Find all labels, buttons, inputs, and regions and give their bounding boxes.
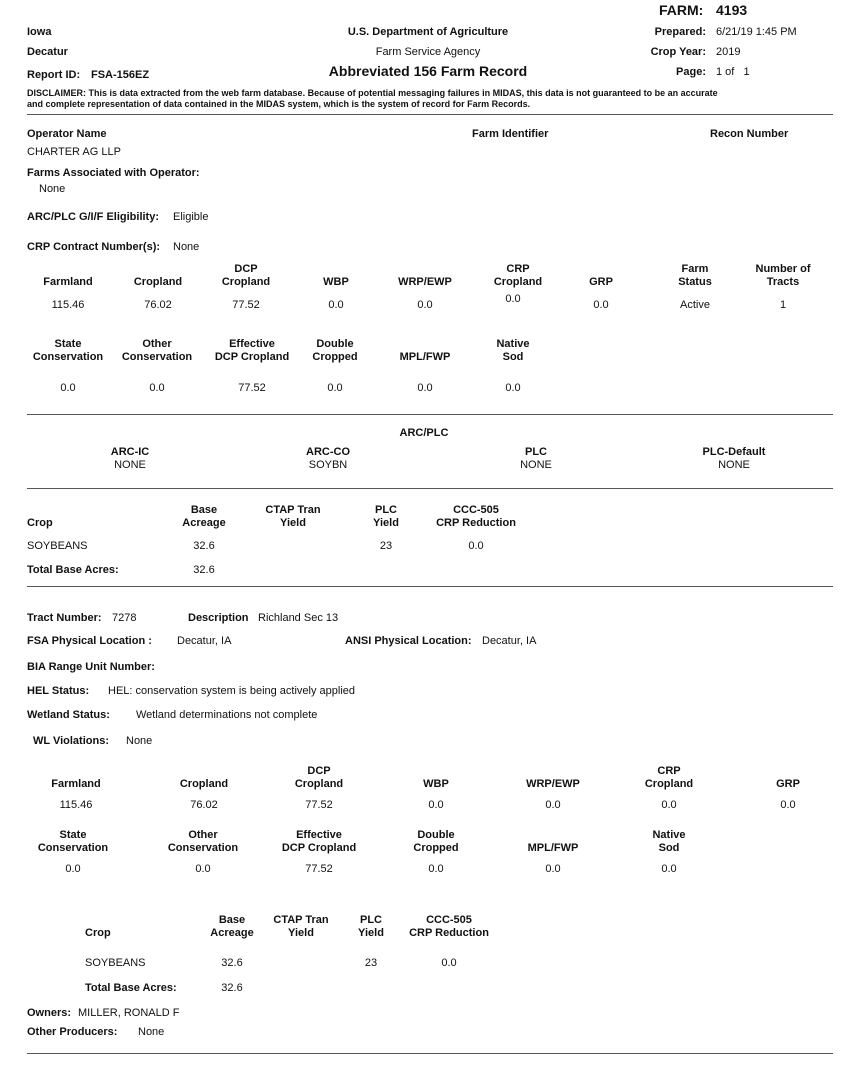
tract-number: 7278 xyxy=(112,612,137,624)
total-base-acres-value: 32.6 xyxy=(193,564,215,576)
disclaimer-line-1: DISCLAIMER: This is data extracted from the web farm database. Because of potential messaging failures in MIDAS, this data is not guaranteed to be an accurate xyxy=(27,88,718,98)
crop-header: PLC xyxy=(375,504,397,516)
arcplc-value: NONE xyxy=(114,459,146,471)
fsa-location-label: FSA Physical Location : xyxy=(27,635,152,647)
crop-cell: 0.0 xyxy=(468,540,484,552)
arcplc-value: SOYBN xyxy=(308,459,348,471)
recon-number-label: Recon Number xyxy=(710,128,789,140)
description-label: Description xyxy=(188,612,249,624)
crop-cell: SOYBEANS xyxy=(27,540,88,552)
total-base-acres-label: Total Base Acres: xyxy=(27,564,119,576)
col-header: CRP xyxy=(657,765,681,777)
state: Iowa xyxy=(27,26,52,38)
col-header: Conservation xyxy=(121,351,193,363)
col-header: MPL/FWP xyxy=(527,842,579,854)
crop-cell: 32.6 xyxy=(221,957,243,969)
col-header: State xyxy=(54,338,82,350)
crop-header: CRP Reduction xyxy=(409,927,489,939)
col-header: WRP/EWP xyxy=(526,778,580,790)
crop-header: Base xyxy=(218,914,246,926)
crop-cell: 23 xyxy=(364,957,378,969)
farms-associated-label: Farms Associated with Operator: xyxy=(27,167,200,179)
farm-number: 4193 xyxy=(716,2,748,18)
cell-value: 0.0 xyxy=(545,863,561,875)
col-header: Sod xyxy=(658,842,680,854)
col-header: Conservation xyxy=(32,351,104,363)
col-header: Cropland xyxy=(493,276,543,288)
cell-value: 0.0 xyxy=(417,299,433,311)
cell-value: 0.0 xyxy=(195,863,211,875)
wetland-status-label: Wetland Status: xyxy=(27,709,110,721)
description-value: Richland Sec 13 xyxy=(258,612,339,624)
col-header: Farmland xyxy=(43,276,93,288)
col-header: Double xyxy=(417,829,455,841)
farm-label: FARM: xyxy=(659,2,704,18)
col-header: DCP xyxy=(307,765,331,777)
col-header: Other xyxy=(188,829,218,841)
crop-header: CCC-505 xyxy=(426,914,472,926)
ansi-location-label: ANSI Physical Location: xyxy=(345,635,472,647)
page-number: 1 of 1 xyxy=(716,66,750,78)
wetland-status-value: Wetland determinations not complete xyxy=(136,709,318,721)
crop-header: Yield xyxy=(373,517,399,529)
col-header: Conservation xyxy=(37,842,109,854)
cell-value: 115.46 xyxy=(59,799,93,811)
arcplc-eligibility-label: ARC/PLC G/I/F Eligibility: xyxy=(27,211,159,223)
col-header: Cropland xyxy=(294,778,344,790)
bia-range-label: BIA Range Unit Number: xyxy=(27,661,155,673)
col-header: Cropland xyxy=(179,778,229,790)
col-header: Cropland xyxy=(133,276,183,288)
crop-header: CTAP Tran xyxy=(265,504,321,516)
cell-value: 0.0 xyxy=(593,299,609,311)
crop-header: Base xyxy=(190,504,218,516)
col-header: CRP xyxy=(506,263,530,275)
cell-value: 0.0 xyxy=(328,299,344,311)
col-header: Status xyxy=(678,276,712,288)
col-header: Effective xyxy=(229,338,275,350)
col-header: DCP Cropland xyxy=(214,351,290,363)
crop-header: CRP Reduction xyxy=(436,517,516,529)
operator-name: CHARTER AG LLP xyxy=(27,146,121,158)
col-header: Conservation xyxy=(167,842,239,854)
cell-value: 0.0 xyxy=(545,799,561,811)
county: Decatur xyxy=(27,46,68,58)
cell-value: 0.0 xyxy=(65,863,81,875)
crop-header: Acreage xyxy=(182,517,226,529)
col-header: Cropland xyxy=(644,778,694,790)
cell-value: 0.0 xyxy=(661,863,677,875)
col-header: DCP Cropland xyxy=(281,842,357,854)
col-header: Cropland xyxy=(221,276,271,288)
tract-number-label: Tract Number: xyxy=(27,612,102,624)
wl-violations-value: None xyxy=(126,735,153,747)
col-header: WRP/EWP xyxy=(398,276,452,288)
crop-year-label: Crop Year: xyxy=(650,46,706,58)
crop-header: Yield xyxy=(280,517,306,529)
col-header: WBP xyxy=(423,778,449,790)
col-header: Farmland xyxy=(51,778,101,790)
cell-value: 0.0 xyxy=(327,382,343,394)
col-header: DCP xyxy=(234,263,258,275)
cell-value: 77.52 xyxy=(305,799,333,811)
cell-value: 0.0 xyxy=(661,799,677,811)
arcplc-value: NONE xyxy=(718,459,750,471)
col-header: Other xyxy=(142,338,172,350)
crop-header: PLC xyxy=(360,914,382,926)
prepared-value: 6/21/19 1:45 PM xyxy=(716,26,797,38)
agency: Farm Service Agency xyxy=(375,46,481,58)
cell-value: Active xyxy=(680,299,710,311)
crop-cell: 23 xyxy=(379,540,393,552)
crop-header: CCC-505 xyxy=(453,504,499,516)
owners-value: MILLER, RONALD F xyxy=(78,1007,180,1019)
col-header: GRP xyxy=(776,778,800,790)
crop-cell: 0.0 xyxy=(441,957,457,969)
arcplc-label: ARC-CO xyxy=(306,446,350,458)
operator-name-label: Operator Name xyxy=(27,128,107,140)
page-label: Page: xyxy=(676,66,706,78)
disclaimer-line-2: and complete representation of data contained in the MIDAS system, which is the system of record for Farm Records. xyxy=(27,99,531,109)
col-header: Cropped xyxy=(312,351,358,363)
page-title: Abbreviated 156 Farm Record xyxy=(328,63,528,79)
farm-identifier-label: Farm Identifier xyxy=(472,128,549,140)
report-id: FSA-156EZ xyxy=(91,69,150,81)
col-header: WBP xyxy=(323,276,349,288)
cell-value: 77.52 xyxy=(238,382,266,394)
cell-value: 0.0 xyxy=(428,799,444,811)
cell-value: 115.46 xyxy=(51,299,85,311)
col-header: GRP xyxy=(589,276,613,288)
crop-header: Crop xyxy=(27,517,53,529)
cell-value: 0.0 xyxy=(428,863,444,875)
crop-header: Yield xyxy=(358,927,384,939)
crp-contract-label: CRP Contract Number(s): xyxy=(27,241,161,253)
cell-value: 0.0 xyxy=(505,293,521,305)
farms-associated-value: None xyxy=(39,183,66,195)
prepared-label: Prepared: xyxy=(654,26,706,38)
crop-year-value: 2019 xyxy=(716,46,741,58)
wl-violations-label: WL Violations: xyxy=(33,735,109,747)
col-header: State xyxy=(59,829,87,841)
col-header: Cropped xyxy=(413,842,459,854)
cell-value: 76.02 xyxy=(190,799,218,811)
crop-cell: SOYBEANS xyxy=(85,957,146,969)
divider xyxy=(27,488,833,489)
arcplc-title: ARC/PLC xyxy=(399,427,449,439)
crop-cell: 32.6 xyxy=(193,540,215,552)
other-producers-value: None xyxy=(138,1026,165,1038)
hel-status-label: HEL Status: xyxy=(27,685,90,697)
col-header: Native xyxy=(652,829,686,841)
col-header: Tracts xyxy=(766,276,800,288)
col-header: MPL/FWP xyxy=(399,351,451,363)
owners-label: Owners: xyxy=(27,1007,72,1019)
col-header: Farm xyxy=(681,263,709,275)
crop-header: Yield xyxy=(288,927,314,939)
cell-value: 76.02 xyxy=(144,299,172,311)
divider xyxy=(27,114,833,115)
crp-contract-value: None xyxy=(173,241,200,253)
arcplc-value: NONE xyxy=(520,459,552,471)
other-producers-label: Other Producers: xyxy=(27,1026,118,1038)
fsa-location-value: Decatur, IA xyxy=(177,635,232,647)
cell-value: 0.0 xyxy=(505,382,521,394)
cell-value: 0.0 xyxy=(780,799,796,811)
cell-value: 0.0 xyxy=(60,382,76,394)
col-header: Native xyxy=(496,338,530,350)
arcplc-label: ARC-IC xyxy=(110,446,150,458)
crop-header: Crop xyxy=(85,927,111,939)
col-header: Double xyxy=(316,338,354,350)
divider xyxy=(27,1053,833,1054)
crop-header: CTAP Tran xyxy=(273,914,329,926)
hel-status-value: HEL: conservation system is being actively applied xyxy=(108,685,356,697)
col-header: Number of xyxy=(755,263,811,275)
cell-value: 77.52 xyxy=(232,299,260,311)
total-base-acres-label: Total Base Acres: xyxy=(85,982,177,994)
arcplc-label: PLC xyxy=(525,446,547,458)
cell-value: 77.52 xyxy=(305,863,333,875)
ansi-location-value: Decatur, IA xyxy=(482,635,537,647)
arcplc-eligibility-value: Eligible xyxy=(173,211,209,223)
divider xyxy=(27,414,833,415)
cell-value: 0.0 xyxy=(149,382,165,394)
department: U.S. Department of Agriculture xyxy=(347,26,509,38)
cell-value: 1 xyxy=(779,299,787,311)
divider xyxy=(27,586,833,587)
col-header: Sod xyxy=(502,351,524,363)
report-id-label: Report ID: xyxy=(27,69,81,81)
col-header: Effective xyxy=(296,829,342,841)
arcplc-label: PLC-Default xyxy=(702,446,766,458)
cell-value: 0.0 xyxy=(417,382,433,394)
total-base-acres-value: 32.6 xyxy=(221,982,243,994)
crop-header: Acreage xyxy=(210,927,254,939)
